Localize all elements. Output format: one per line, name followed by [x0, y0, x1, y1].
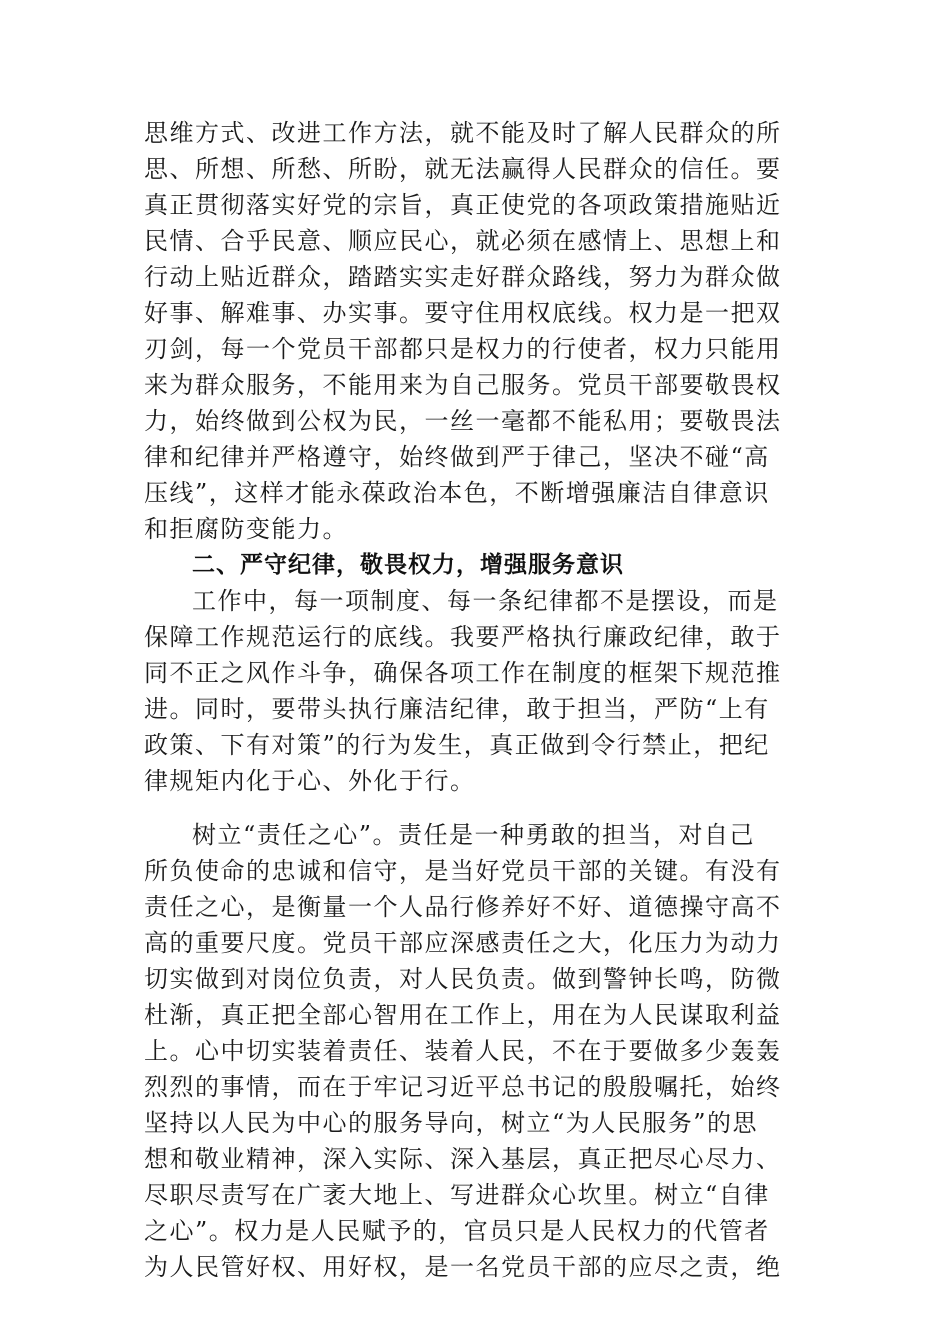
paragraph-3-line: 切实做到对岗位负责，对人民负责。做到警钟长鸣，防微	[144, 965, 782, 993]
paragraph-2-line: 工作中，每一项制度、每一条纪律都不是摆设，而是	[192, 587, 779, 615]
paragraph-3-line: 坚持以人民为中心的服务导向，树立“为人民服务”的思	[144, 1109, 759, 1137]
paragraph-3-line: 之心”。权力是人民赋予的，官员只是人民权力的代管者	[144, 1217, 770, 1245]
paragraph-3-line: 烈烈的事情，而在于牢记习近平总书记的殷殷嘱托，始终	[144, 1073, 782, 1101]
paragraph-3-line: 杜渐，真正把全部心智用在工作上，用在为人民谋取利益	[144, 1001, 782, 1029]
paragraph-2-line: 律规矩内化于心、外化于行。	[144, 767, 476, 795]
paragraph-3-line: 想和敬业精神，深入实际、深入基层，真正把尽心尽力、	[144, 1145, 782, 1173]
paragraph-1-line: 和拒腐防变能力。	[144, 515, 348, 543]
paragraph-2-line: 政策、下有对策”的行为发生，真正做到令行禁止，把纪	[144, 731, 770, 759]
paragraph-1-line: 刃剑，每一个党员干部都只是权力的行使者，权力只能用	[144, 335, 782, 363]
paragraph-3-line: 责任之心，是衡量一个人品行修养好不好、道德操守高不	[144, 893, 782, 921]
paragraph-3-line: 尽职尽责写在广袤大地上、写进群众心坎里。树立“自律	[144, 1181, 770, 1209]
paragraph-1-line: 思、所想、所愁、所盼，就无法赢得人民群众的信任。要	[144, 155, 782, 183]
paragraph-3-line: 树立“责任之心”。责任是一种勇敢的担当，对自己	[192, 821, 756, 849]
paragraph-2-line: 同不正之风作斗争，确保各项工作在制度的框架下规范推	[144, 659, 782, 687]
paragraph-1-line: 来为群众服务，不能用来为自己服务。党员干部要敬畏权	[144, 371, 782, 399]
paragraph-3-line: 为人民管好权、用好权，是一名党员干部的应尽之责，绝	[144, 1253, 782, 1281]
paragraph-1-line: 压线”，这样才能永葆政治本色，不断增强廉洁自律意识	[144, 479, 770, 507]
paragraph-1-line: 行动上贴近群众，踏踏实实走好群众路线，努力为群众做	[144, 263, 782, 291]
paragraph-1-line: 好事、解难事、办实事。要守住用权底线。权力是一把双	[144, 299, 782, 327]
paragraph-1-line: 思维方式、改进工作方法，就不能及时了解人民群众的所	[144, 119, 782, 147]
paragraph-1-line: 民情、合乎民意、顺应民心，就必须在感情上、思想上和	[144, 227, 782, 255]
paragraph-3-line: 所负使命的忠诚和信守，是当好党员干部的关键。有没有	[144, 857, 782, 885]
paragraph-3-line: 高的重要尺度。党员干部应深感责任之大，化压力为动力	[144, 929, 782, 957]
section-heading: 二、严守纪律，敬畏权力，增强服务意识	[192, 552, 624, 578]
paragraph-1-line: 真正贯彻落实好党的宗旨，真正使党的各项政策措施贴近	[144, 191, 782, 219]
paragraph-2-line: 进。同时，要带头执行廉洁纪律，敢于担当，严防“上有	[144, 695, 770, 723]
paragraph-1-line: 力，始终做到公权为民，一丝一毫都不能私用；要敬畏法	[144, 407, 782, 435]
paragraph-2-line: 保障工作规范运行的底线。我要严格执行廉政纪律，敢于	[144, 623, 782, 651]
paragraph-3-line: 上。心中切实装着责任、装着人民，不在于要做多少轰轰	[144, 1037, 782, 1065]
paragraph-1-line: 律和纪律并严格遵守，始终做到严于律己，坚决不碰“高	[144, 443, 770, 471]
